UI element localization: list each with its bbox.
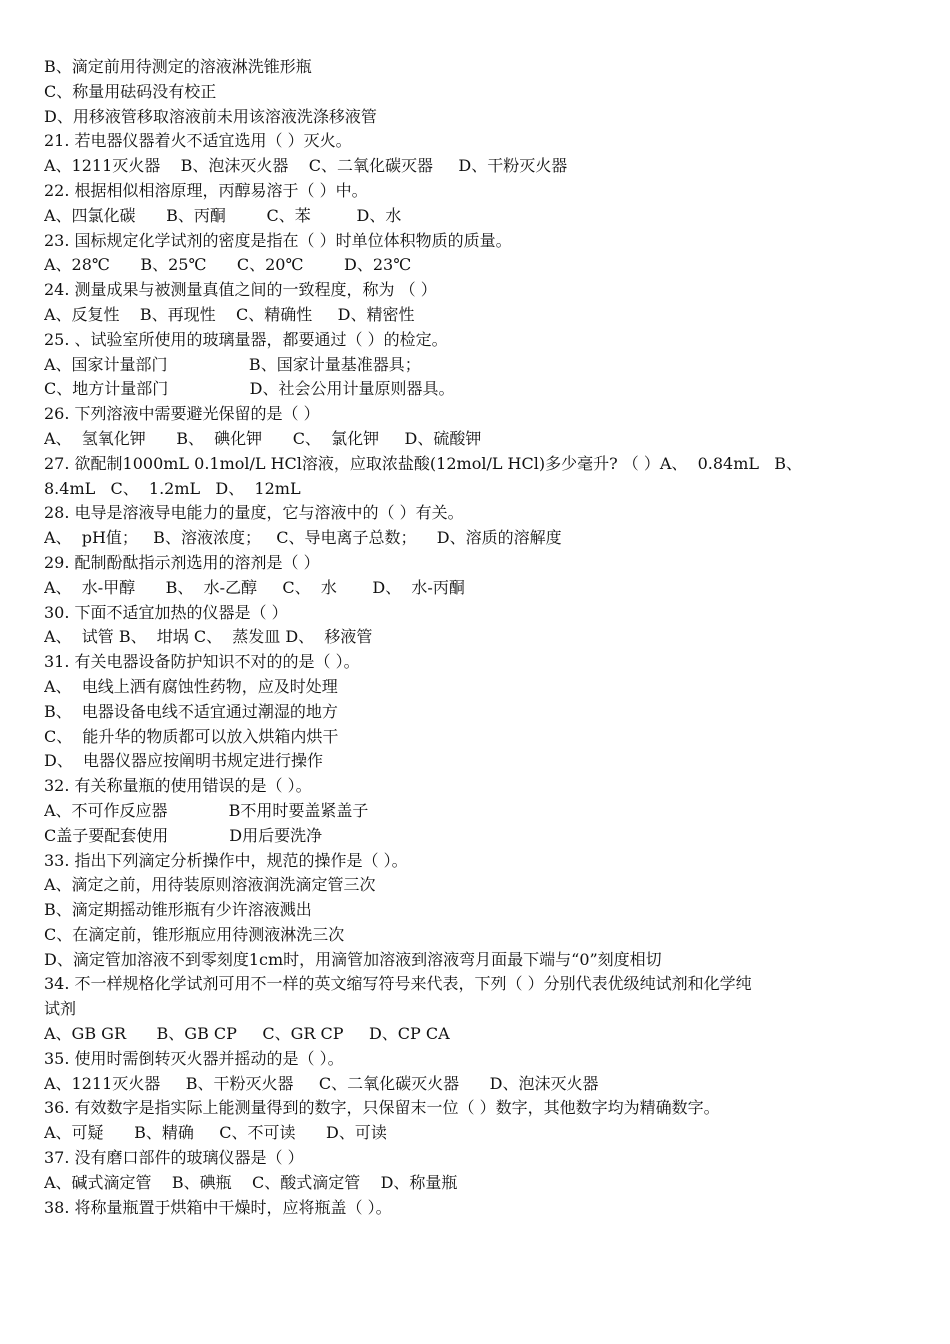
text-line: 32. 有关称量瓶的使用错误的是（ ）。 [44, 776, 312, 796]
text-line: B、滴定期摇动锥形瓶有少许溶液溅出 [44, 900, 312, 920]
text-line: C、 能升华的物质都可以放入烘箱内烘干 [44, 726, 339, 746]
text-line: 22. 根据相似相溶原理，丙醇易溶于（ ）中。 [44, 180, 368, 200]
text-line: 34. 不一样规格化学试剂可用不一样的英文缩写符号来代表，下列（ ）分别代表优级纯试剂和化学纯 [44, 974, 752, 994]
text-line: D、滴定管加溶液不到零刻度1cm时，用滴管加溶液到溶液弯月面最下端与“0”刻度相切 [44, 949, 662, 969]
text-line: 21. 若电器仪器着火不适宜选用（ ）灭火。 [44, 131, 352, 151]
text-line: 24. 测量成果与被测量真值之间的一致程度，称为 （ ） [44, 280, 437, 300]
text-line: A、可疑 B、精确 C、不可读 D、可读 [44, 1123, 387, 1143]
text-line: A、 氢氧化钾 B、 碘化钾 C、 氯化钾 D、硫酸钾 [44, 428, 482, 448]
text-line: 33. 指出下列滴定分析操作中，规范的操作是（ ）。 [44, 850, 408, 870]
text-line: B、 电器设备电线不适宜通过潮湿的地方 [44, 701, 338, 721]
text-line: 36. 有效数字是指实际上能测量得到的数字，只保留末一位（ ）数字，其他数字均为精确数字。 [44, 1098, 720, 1118]
text-line: 30. 下面不适宜加热的仪器是（ ） [44, 602, 288, 622]
text-line: D、 电器仪器应按阐明书规定进行操作 [44, 751, 324, 771]
text-line: 37. 没有磨口部件的玻璃仪器是（ ） [44, 1148, 304, 1168]
text-line: D、用移液管移取溶液前未用该溶液洗涤移液管 [44, 106, 377, 126]
text-line: A、 水-甲醇 B、 水-乙醇 C、 水 D、 水-丙酮 [44, 577, 465, 597]
text-line: A、28℃ B、25℃ C、20℃ D、23℃ [44, 255, 412, 275]
text-line: A、碱式滴定管 B、碘瓶 C、酸式滴定管 D、称量瓶 [44, 1172, 458, 1192]
text-line: 8.4mL C、 1.2mL D、 12mL [44, 478, 301, 498]
text-line: A、反复性 B、再现性 C、精确性 D、精密性 [44, 304, 415, 324]
document-page [44, 55, 912, 1220]
text-line: 38. 将称量瓶置于烘箱中干燥时，应将瓶盖（ ）。 [44, 1197, 392, 1217]
text-line: A、不可作反应器 B不用时要盖紧盖子 [44, 800, 369, 820]
text-line: A、 电线上洒有腐蚀性药物，应及时处理 [44, 676, 338, 696]
text-line: B、滴定前用待测定的溶液淋洗锥形瓶 [44, 57, 312, 76]
text-line: 31. 有关电器设备防护知识不对的的是（ ）。 [44, 652, 360, 672]
text-line: A、 pH值； B、溶液浓度； C、导电离子总数； D、溶质的溶解度 [44, 528, 562, 548]
text-line: 28. 电导是溶液导电能力的量度，它与溶液中的（ ）有关。 [44, 503, 464, 523]
text-line: 23. 国标规定化学试剂的密度是指在（ ）时单位体积物质的质量。 [44, 230, 512, 250]
text-line: 26. 下列溶液中需要避光保留的是（ ） [44, 404, 320, 424]
text-line: A、四氯化碳 B、丙酮 C、苯 D、水 [44, 205, 402, 225]
text-line: A、 试管 B、 坩埚 C、 蒸发皿 D、 移液管 [44, 627, 373, 647]
text-line: A、1211灭火器 B、干粉灭火器 C、二氧化碳灭火器 D、泡沫灭火器 [44, 1073, 599, 1093]
text-line: A、1211灭火器 B、泡沫灭火器 C、二氧化碳灭器 D、干粉灭火器 [44, 156, 568, 176]
text-line: C、称量用砝码没有校正 [44, 81, 217, 101]
text-line: 试剂 [44, 999, 77, 1019]
text-line: A、GB GR B、GB CP C、GR CP D、CP CA [44, 1024, 450, 1044]
text-line: 25. 、试验室所使用的玻璃量器，都要通过（ ）的检定。 [44, 329, 448, 349]
text-line: 29. 配制酚酞指示剂选用的溶剂是（ ） [44, 552, 320, 572]
text-line: 35. 使用时需倒转灭火器并摇动的是（ ）。 [44, 1048, 344, 1068]
text-line: C盖子要配套使用 D用后要洗净 [44, 825, 323, 845]
text-line: C、地方计量部门 D、社会公用计量原则器具。 [44, 379, 455, 399]
text-line: A、国家计量部门 B、国家计量基准器具； [44, 354, 421, 374]
text-line: A、滴定之前，用待装原则溶液润洗滴定管三次 [44, 875, 376, 895]
text-line: 27. 欲配制1000mL 0.1mol/L HCl溶液，应取浓盐酸(12mol/L HCl)多少毫升? （ ）A、 0.84mL B、 [44, 453, 803, 473]
text-line: C、在滴定前，锥形瓶应用待测液淋洗三次 [44, 924, 345, 944]
